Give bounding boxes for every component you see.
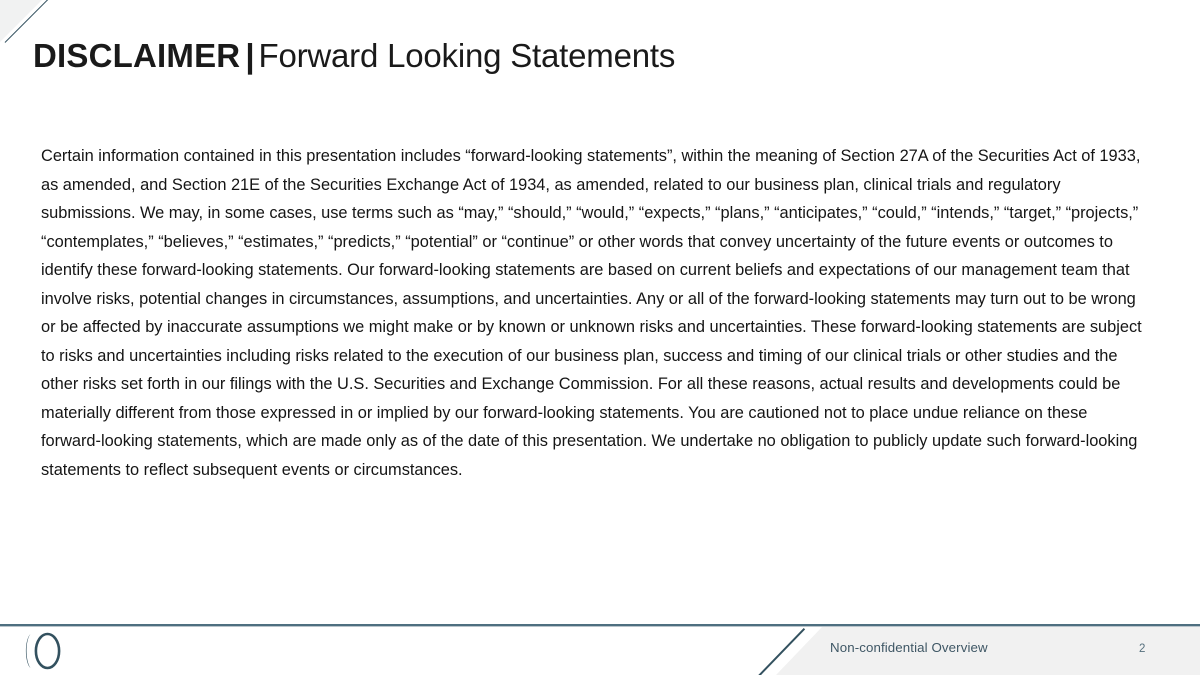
- disclaimer-body: [41, 142, 1145, 485]
- company-logo: [16, 630, 80, 672]
- footer-divider-secondary: [0, 626, 1200, 627]
- title-emphasis: DISCLAIMER: [33, 37, 241, 74]
- footer-label: Non-confidential Overview: [830, 640, 988, 655]
- disclaimer-paragraph: Certain information contained in this presentation includes “forward-looking statements”, within the meaning of Section 27A of the Securities Act of 1933, as amended, and Section 21E of the Securities Exchange Act of 1934, as amended, related to our business plan, clinical trials and regulatory submissions. We may, in some cases, use terms such as “may,” “should,” “would,” “expects,” “plans,” “anticipates,” “could,” “intends,” “target,” “projects,” “contemplates,” “believes,” “estimates,” “predicts,” “potential” or “continue” or other words that convey uncertainty of the future events or outcomes to identify these forward-looking statements. Our forward-looking statements are based on current beliefs and expectations of our management team that involve risks, potential changes in circumstances, assumptions, and uncertainties. Any or all of the forward-looking statements may turn out to be wrong or be affected by inaccurate assumptions we might make or by known or unknown risks and uncertainties. These forward-looking statements are subject to risks and uncertainties including risks related to the execution of our business plan, success and timing of our clinical trials or other studies and the other risks set forth in our filings with the U.S. Securities and Exchange Commission. For all these reasons, actual results and developments could be materially different from those expressed in or implied by our forward-looking statements. You are cautioned not to place undue reliance on these forward-looking statements, which are made only as of the date of this presentation. We undertake no obligation to publicly update such forward-looking statements to reflect subsequent events or circumstances.: [41, 147, 1142, 480]
- logo-ring: [36, 634, 59, 668]
- logo-crescent: [26, 634, 31, 668]
- page-title: [33, 34, 675, 78]
- title-separator: |: [245, 37, 255, 74]
- page-number: 2: [1139, 643, 1146, 655]
- title-rest: Forward Looking Statements: [258, 37, 676, 74]
